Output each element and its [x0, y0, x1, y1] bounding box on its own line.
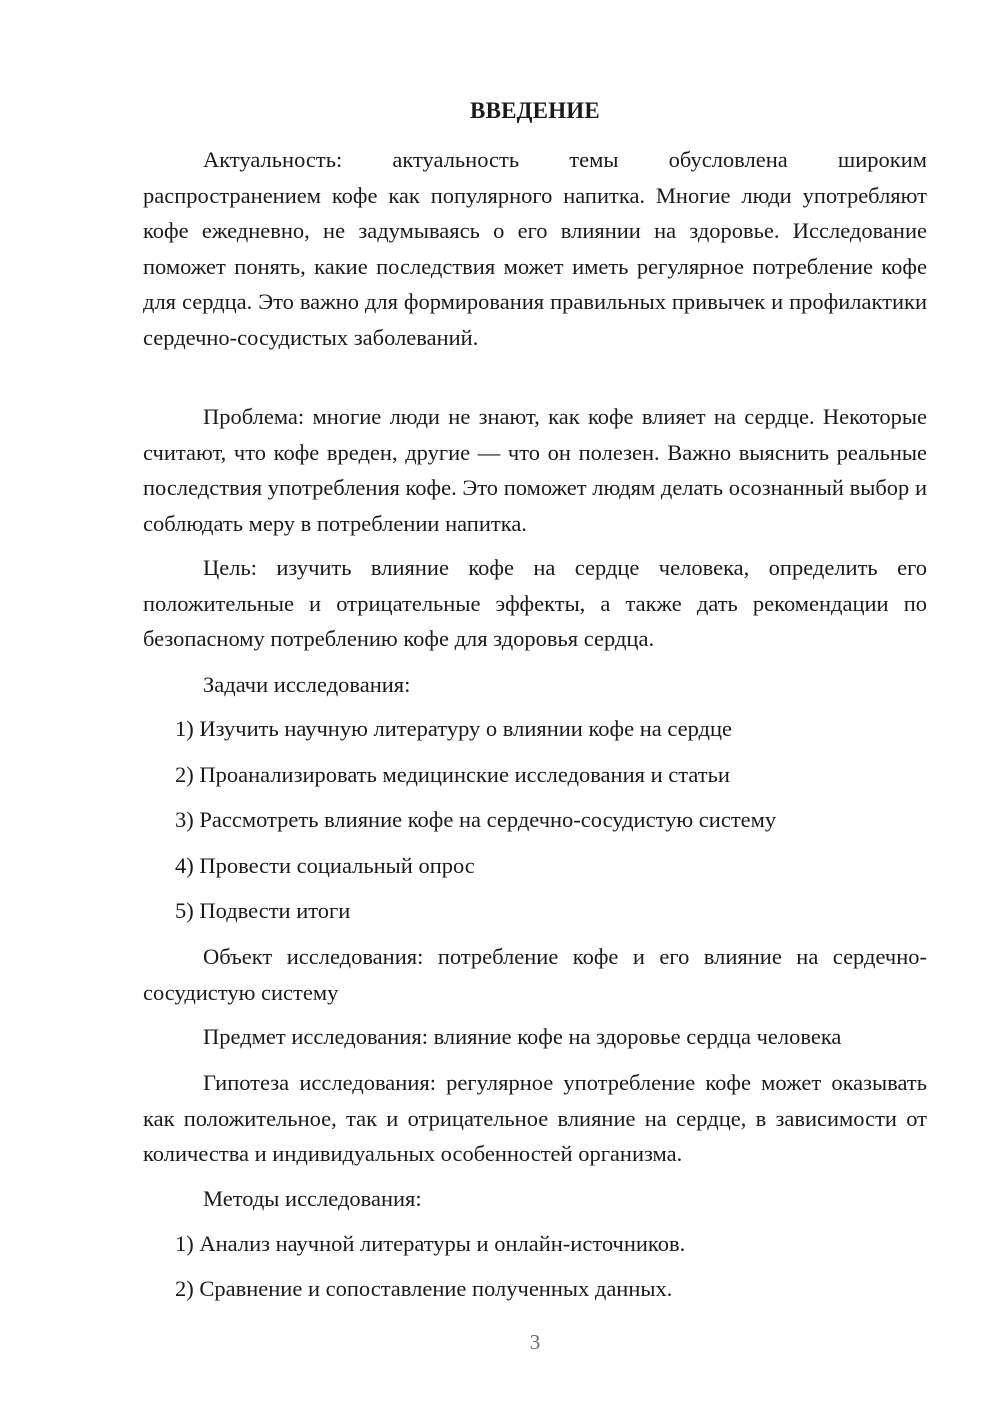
page-title: ВВЕДЕНИЕ: [470, 98, 600, 123]
task-item-5: 5) Подвести итоги: [175, 898, 351, 923]
task-item-4: 4) Провести социальный опрос: [175, 853, 475, 878]
method-item-2: 2) Сравнение и сопоставление полученных данных.: [175, 1276, 673, 1301]
paragraph-goal: Цель: изучить влияние кофе на сердце человека, определить его положительные и отрицательные эффекты, а также дать рекомендации по безопасному потреблению кофе для здоровья сердца.: [143, 555, 927, 651]
task-item-2: 2) Проанализировать медицинские исследования и статьи: [175, 762, 730, 787]
paragraph-problem: Проблема: многие люди не знают, как кофе влияет на сердце. Некоторые считают, что кофе вреден, другие — что он полезен. Важно выяснить реальные последствия употребления кофе. Это поможет людям делать осознанный выбор и соблюдать меру в потреблении напитка.: [143, 404, 927, 536]
tasks-heading: Задачи исследования:: [203, 672, 411, 697]
page-number: 3: [529, 1330, 541, 1354]
task-item-1: 1) Изучить научную литературу о влиянии кофе на сердце: [175, 716, 733, 741]
paragraph-hypothesis: Гипотеза исследования: регулярное употребление кофе может оказывать как положительное, так и отрицательное влияние на сердце, в зависимости от количества и индивидуальных особенностей организма.: [143, 1070, 927, 1166]
paragraph-object: Объект исследования: потребление кофе и его влияние на сердечно-сосудистую систему: [143, 944, 927, 1005]
paragraph-relevance: Актуальность: актуальность темы обусловлена широким распространением кофе как популярного напитка. Многие люди употребляют кофе ежедневно, не задумываясь о его влиянии на здоровье. Исследование поможет понять, какие последствия может иметь регулярное потребление кофе для сердца. Это важно для формирования правильных привычек и профилактики сердечно-сосудистых заболеваний.: [143, 147, 927, 350]
method-item-1: 1) Анализ научной литературы и онлайн-источников.: [175, 1231, 686, 1256]
methods-heading: Методы исследования:: [203, 1186, 422, 1211]
paragraph-subject: Предмет исследования: влияние кофе на здоровье сердца человека: [203, 1024, 842, 1049]
task-item-3: 3) Рассмотреть влияние кофе на сердечно-сосудистую систему: [175, 807, 777, 832]
